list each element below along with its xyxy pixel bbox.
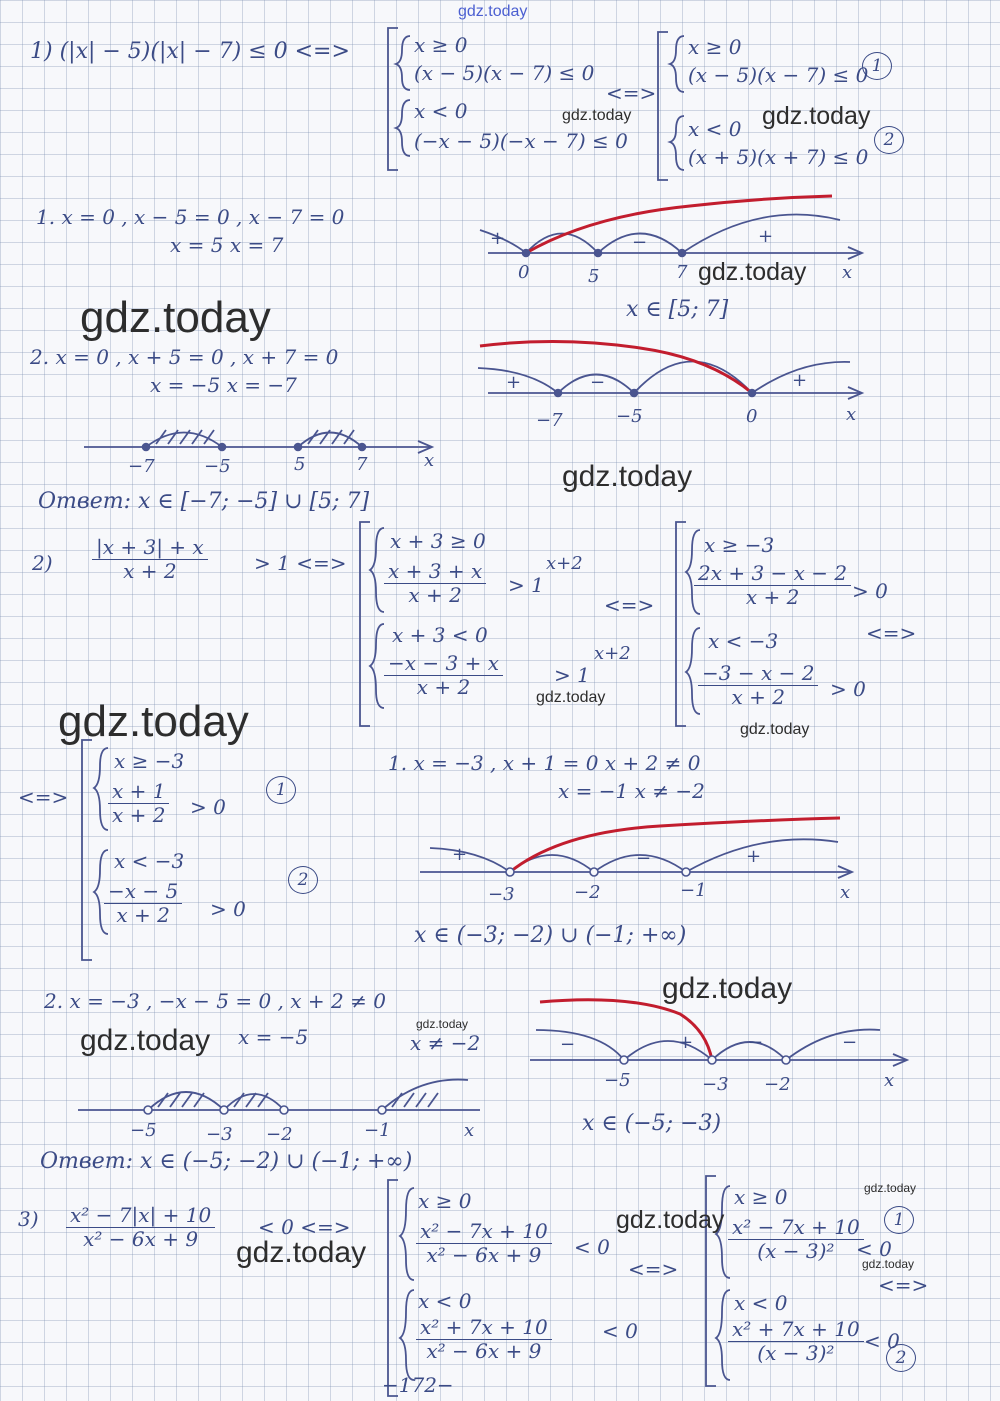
sign-label: +	[452, 844, 468, 865]
p3-r2-fraction: $\frac{\text{x² + 7x + 10}}{\text{(x − 3)²}}$	[728, 1318, 864, 1365]
p2-r2-fraction: $\frac{-3 - x - 2}{x + 2}$	[698, 662, 818, 709]
watermark: gdz.today	[740, 721, 810, 738]
p2-b2rhs: > 0	[210, 897, 246, 921]
tick-label: −1	[364, 1120, 391, 1141]
tick-label: −7	[128, 456, 155, 477]
axis-label: x	[424, 450, 435, 471]
p2-b1-fraction: $\frac{x + 1}{x + 2}$	[108, 780, 169, 827]
p2-s2-fraction: $\frac{-x - 3 + x}{x + 2}$	[384, 652, 503, 699]
watermark: gdz.today	[864, 1181, 917, 1195]
tick-label: 7	[676, 262, 688, 283]
circle-label: 1	[266, 776, 296, 804]
p2-s2a: x + 3 < 0	[392, 623, 488, 647]
p2-step2: 2. x = −3 , −x − 5 = 0 , x + 2 ≠ 0	[44, 989, 386, 1013]
sign-label: −	[636, 848, 652, 869]
p1-rsys2a: x < 0	[688, 117, 742, 141]
p1-sys2a: x < 0	[414, 99, 468, 123]
brace-p2-outer	[360, 522, 370, 726]
p1-rsys1a: x ≥ 0	[688, 35, 742, 59]
brace-p1-right-outer	[658, 32, 668, 180]
tick-label: −1	[680, 880, 707, 901]
p2-rhs: > 1 <=>	[254, 551, 347, 575]
circle-label: 2	[886, 1344, 916, 1372]
p3-fraction: $\frac{\text{x² − 7|x| + 10}}{\text{x² − 6x + 9}}$	[66, 1204, 215, 1251]
brace-p1-r1	[670, 36, 684, 92]
axis-label: x	[464, 1120, 475, 1141]
watermark: gdz.today	[416, 1017, 469, 1031]
sign-label: +	[490, 228, 506, 249]
watermark: gdz.today	[616, 1206, 725, 1234]
p2-r1rhs: > 0	[852, 579, 888, 603]
p3-s1-fraction: $\frac{\text{x² − 7x + 10}}{\text{x² − 6x + 9}}$	[416, 1220, 552, 1267]
p2-r2a: x < −3	[708, 629, 779, 653]
p1-answer: Ответ: x ∈ [−7; −5] ∪ [5; 7]	[38, 489, 370, 514]
p2-interval-2: x ∈ (−5; −3)	[582, 1111, 722, 1136]
brace-p2-right-outer	[676, 522, 686, 726]
p2-step2b: x = −5	[238, 1025, 309, 1049]
p2-s1rhs: > 1	[508, 573, 544, 597]
p1-step1-roots: 1. x = 0 , x − 5 = 0 , x − 7 = 0	[36, 205, 345, 229]
watermark: gdz.today	[536, 689, 606, 706]
circle-label: 1	[862, 52, 892, 80]
p1-equiv: <=>	[606, 81, 657, 105]
p3-label: 3)	[18, 1207, 39, 1231]
sign-label: −	[842, 1032, 858, 1053]
p2-r1-fraction: $\frac{2x + 3 - x - 2}{x + 2}$	[694, 562, 851, 609]
brace-p1-s2	[396, 100, 410, 156]
tick-label: −2	[574, 882, 601, 903]
p3-equiv2: <=>	[878, 1273, 929, 1297]
p1-rsys2b: (x + 5)(x + 7) ≤ 0	[688, 145, 869, 169]
p2-s2rhs: > 1	[554, 663, 590, 687]
p3-r1rhs: < 0	[856, 1237, 892, 1261]
p3-s2-fraction: $\frac{\text{x² + 7x + 10}}{\text{x² − 6x + 9}}$	[416, 1316, 552, 1363]
watermark: gdz.today	[562, 460, 693, 493]
page-number: −172−	[382, 1373, 454, 1397]
p2-step2c: x ≠ −2	[410, 1031, 481, 1055]
axis-label: x	[842, 262, 853, 283]
p1-statement: 1) (|x| − 5)(|x| − 7) ≤ 0 <=>	[30, 39, 350, 64]
tick-label: −2	[764, 1074, 791, 1095]
axis-label: x	[840, 882, 851, 903]
p2-r1a: x ≥ −3	[704, 533, 775, 557]
sign-arc-2c	[634, 362, 752, 394]
circle-label: 1	[884, 1206, 914, 1234]
tick-label: −3	[488, 884, 515, 905]
p3-s2rhs: < 0	[602, 1319, 638, 1343]
sign-label: −	[748, 1032, 764, 1053]
p2-equiv: <=>	[604, 593, 655, 617]
p2-label: 2)	[32, 551, 53, 575]
tick-label: 0	[518, 262, 530, 283]
p1-step2-roots: 2. x = 0 , x + 5 = 0 , x + 7 = 0	[30, 345, 339, 369]
watermark: gdz.today	[698, 258, 807, 286]
sign-label: +	[758, 226, 774, 247]
p3-s2a: x < 0	[418, 1289, 472, 1313]
p2-s1a: x + 3 ≥ 0	[390, 529, 486, 553]
sign-label: +	[792, 370, 808, 391]
p1-step2-sol: x = −5 x = −7	[150, 373, 297, 397]
brace-p1-outer	[388, 28, 398, 170]
p2-s2mult: x+2	[594, 643, 631, 664]
brace-p1-s1	[396, 36, 410, 90]
tick-label: −7	[536, 410, 563, 431]
tick-label: −3	[206, 1124, 233, 1145]
p2-b1a: x ≥ −3	[114, 749, 185, 773]
watermark: gdz.today	[58, 697, 249, 746]
watermark: gdz.today	[862, 1257, 915, 1271]
p1-rsys1b: (x − 5)(x − 7) ≤ 0	[688, 63, 869, 87]
p1-sys1a: x ≥ 0	[414, 33, 468, 57]
watermark: gdz.today	[562, 107, 632, 124]
circle-label: 2	[874, 126, 904, 154]
p2-s1mult: x+2	[546, 553, 583, 574]
p2-equiv2: <=>	[866, 621, 917, 645]
tick-label: −5	[204, 456, 231, 477]
p2-r2rhs: > 0	[830, 677, 866, 701]
p3-equiv: <=>	[628, 1257, 679, 1281]
p1-sys1b: (x − 5)(x − 7) ≤ 0	[414, 61, 595, 85]
axis-label: x	[884, 1070, 895, 1091]
watermark: gdz.today	[80, 293, 271, 342]
p3-s1a: x ≥ 0	[418, 1189, 472, 1213]
watermark: gdz.today	[236, 1236, 367, 1269]
p2-step1: 1. x = −3 , x + 1 = 0 x + 2 ≠ 0	[388, 751, 701, 775]
p2-equiv3: <=>	[18, 785, 69, 809]
tick-label: 5	[294, 454, 306, 475]
p3-r2rhs: < 0	[864, 1329, 900, 1353]
p2-b2a: x < −3	[114, 849, 185, 873]
tick-label: −5	[604, 1070, 631, 1091]
tick-label: −3	[702, 1074, 729, 1095]
brace-p1-r2	[670, 116, 684, 170]
p3-r2a: x < 0	[734, 1291, 788, 1315]
sign-label: −	[560, 1034, 576, 1055]
p3-rhs: < 0 <=>	[258, 1215, 351, 1239]
p2-interval-1: x ∈ (−3; −2) ∪ (−1; +∞)	[414, 923, 687, 948]
p1-interval-1: x ∈ [5; 7]	[626, 297, 729, 322]
axis-label: x	[846, 404, 857, 425]
watermark: gdz.today	[458, 3, 528, 20]
p2-fraction: $\frac{|x + 3| + x}{x + 2}$	[92, 536, 208, 583]
tick-label: −5	[130, 1120, 157, 1141]
tick-label: 5	[588, 266, 600, 287]
sign-label: +	[678, 1032, 694, 1053]
p1-step1-sol: x = 5 x = 7	[170, 233, 284, 257]
p2-b2-fraction: $\frac{-x - 5}{x + 2}$	[104, 880, 182, 927]
p2-answer: Ответ: x ∈ (−5; −2) ∪ (−1; +∞)	[40, 1149, 413, 1174]
circle-label: 2	[288, 866, 318, 894]
p3-r1a: x ≥ 0	[734, 1185, 788, 1209]
p2-step1b: x = −1 x ≠ −2	[558, 779, 705, 803]
red-arc-1	[526, 196, 832, 253]
p2-s1-fraction: $\frac{x + 3 + x}{x + 2}$	[384, 560, 486, 607]
p1-sys2b: (−x − 5)(−x − 7) ≤ 0	[414, 129, 628, 153]
watermark: gdz.today	[80, 1024, 211, 1057]
tick-label: −2	[266, 1124, 293, 1145]
watermark: gdz.today	[662, 972, 793, 1005]
tick-label: 7	[356, 454, 368, 475]
sign-label: −	[632, 232, 648, 253]
p3-r1-fraction: $\frac{\text{x² − 7x + 10}}{\text{(x − 3)²}}$	[728, 1216, 864, 1263]
sign-label: +	[506, 372, 522, 393]
tick-label: 0	[746, 406, 758, 427]
p2-b1rhs: > 0	[190, 795, 226, 819]
sign-label: +	[746, 846, 762, 867]
watermark: gdz.today	[762, 102, 871, 130]
tick-label: −5	[616, 406, 643, 427]
sign-label: −	[590, 372, 606, 393]
p3-s1rhs: < 0	[574, 1235, 610, 1259]
